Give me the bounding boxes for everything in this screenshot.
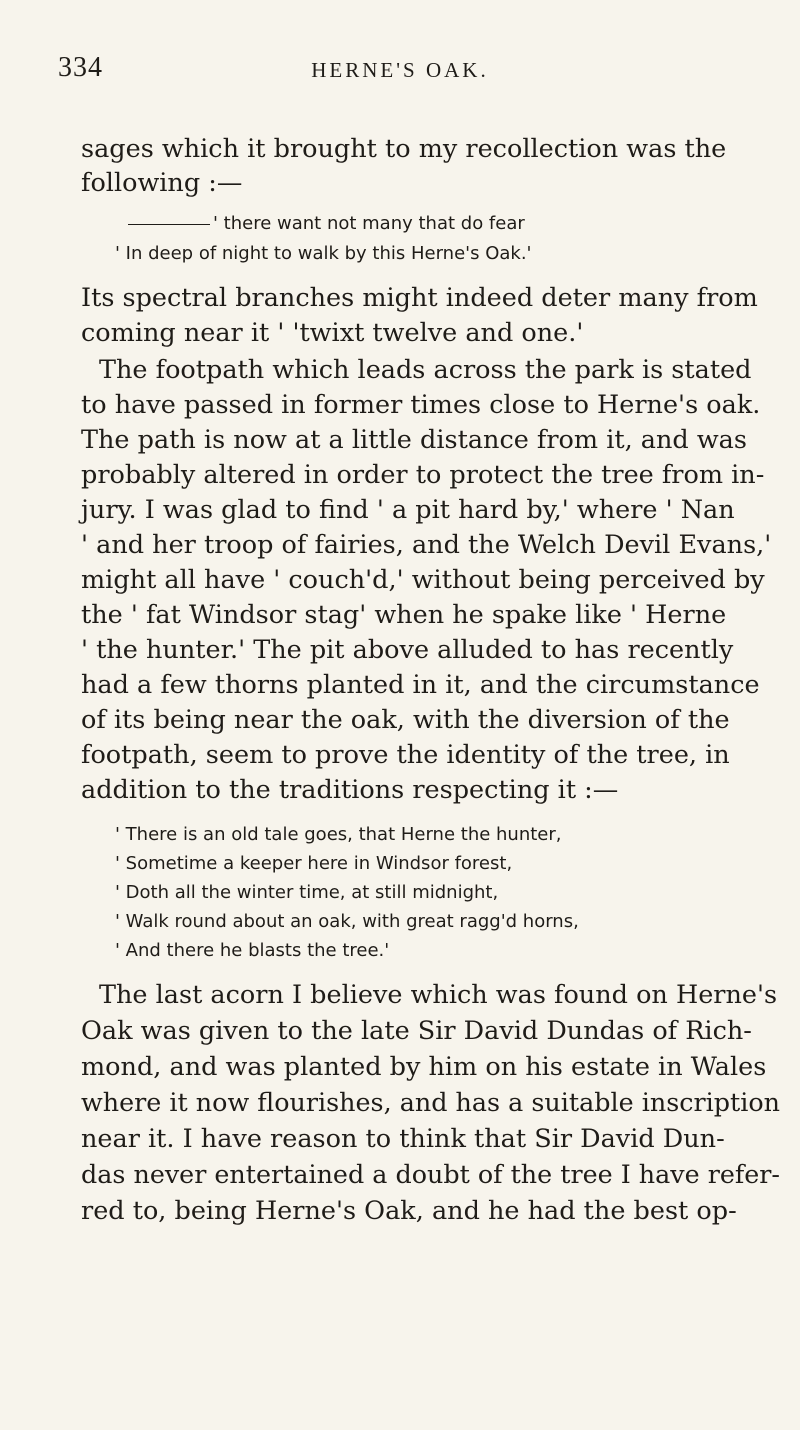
page-number: 334 bbox=[58, 52, 103, 83]
body-line: Oak was given to the late Sir David Dundas of Rich- bbox=[81, 1016, 752, 1046]
body-line: sages which it brought to my recollection was the bbox=[81, 134, 727, 164]
em-rule bbox=[128, 224, 210, 225]
body-line: jury. I was glad to find ' a pit hard by,' where ' Nan bbox=[81, 495, 735, 525]
body-line: the ' fat Windsor stag' when he spake like ' Herne bbox=[81, 600, 727, 630]
verse-line: ' And there he blasts the tree.' bbox=[115, 940, 390, 961]
body-line: The path is now at a little distance from it, and was bbox=[81, 425, 747, 455]
body-line: following :— bbox=[81, 168, 243, 198]
body-line: of its being near the oak, with the diversion of the bbox=[81, 705, 730, 735]
body-line: ' and her troop of fairies, and the Welch Devil Evans,' bbox=[81, 530, 772, 560]
page-header bbox=[0, 52, 800, 92]
body-line: where it now flourishes, and has a suitable inscription bbox=[81, 1088, 781, 1118]
body-line: probably altered in order to protect the tree from in- bbox=[81, 460, 765, 490]
body-line: addition to the traditions respecting it :— bbox=[81, 775, 619, 805]
body-line: red to, being Herne's Oak, and he had the best op- bbox=[81, 1196, 737, 1226]
verse-line bbox=[128, 212, 525, 236]
verse-line: ' Sometime a keeper here in Windsor forest, bbox=[115, 853, 513, 874]
verse-line: ' Doth all the winter time, at still midnight, bbox=[115, 882, 499, 903]
body-line: to have passed in former times close to Herne's oak. bbox=[81, 390, 761, 420]
body-line: coming near it ' 'twixt twelve and one.' bbox=[81, 318, 584, 348]
body-line: had a few thorns planted in it, and the circumstance bbox=[81, 670, 760, 700]
body-line: The footpath which leads across the park is stated bbox=[99, 355, 752, 385]
running-head: HERNE'S OAK. bbox=[311, 58, 489, 82]
verse-line: ' In deep of night to walk by this Herne's Oak.' bbox=[115, 243, 532, 264]
verse-line: ' Walk round about an oak, with great ragg'd horns, bbox=[115, 911, 579, 932]
body-line: Its spectral branches might indeed deter many from bbox=[81, 283, 758, 313]
body-line: mond, and was planted by him on his estate in Wales bbox=[81, 1052, 767, 1082]
verse-line: ' There is an old tale goes, that Herne the hunter, bbox=[115, 824, 562, 845]
verse-text: ' there want not many that do fear bbox=[213, 213, 525, 234]
body-line: ' the hunter.' The pit above alluded to has recently bbox=[81, 635, 734, 665]
body-line: might all have ' couch'd,' without being perceived by bbox=[81, 565, 765, 595]
body-line: near it. I have reason to think that Sir David Dun- bbox=[81, 1124, 725, 1154]
body-line: footpath, seem to prove the identity of the tree, in bbox=[81, 740, 730, 770]
body-line: das never entertained a doubt of the tree I have refer- bbox=[81, 1160, 780, 1190]
body-line: The last acorn I believe which was found on Herne's bbox=[99, 980, 778, 1010]
